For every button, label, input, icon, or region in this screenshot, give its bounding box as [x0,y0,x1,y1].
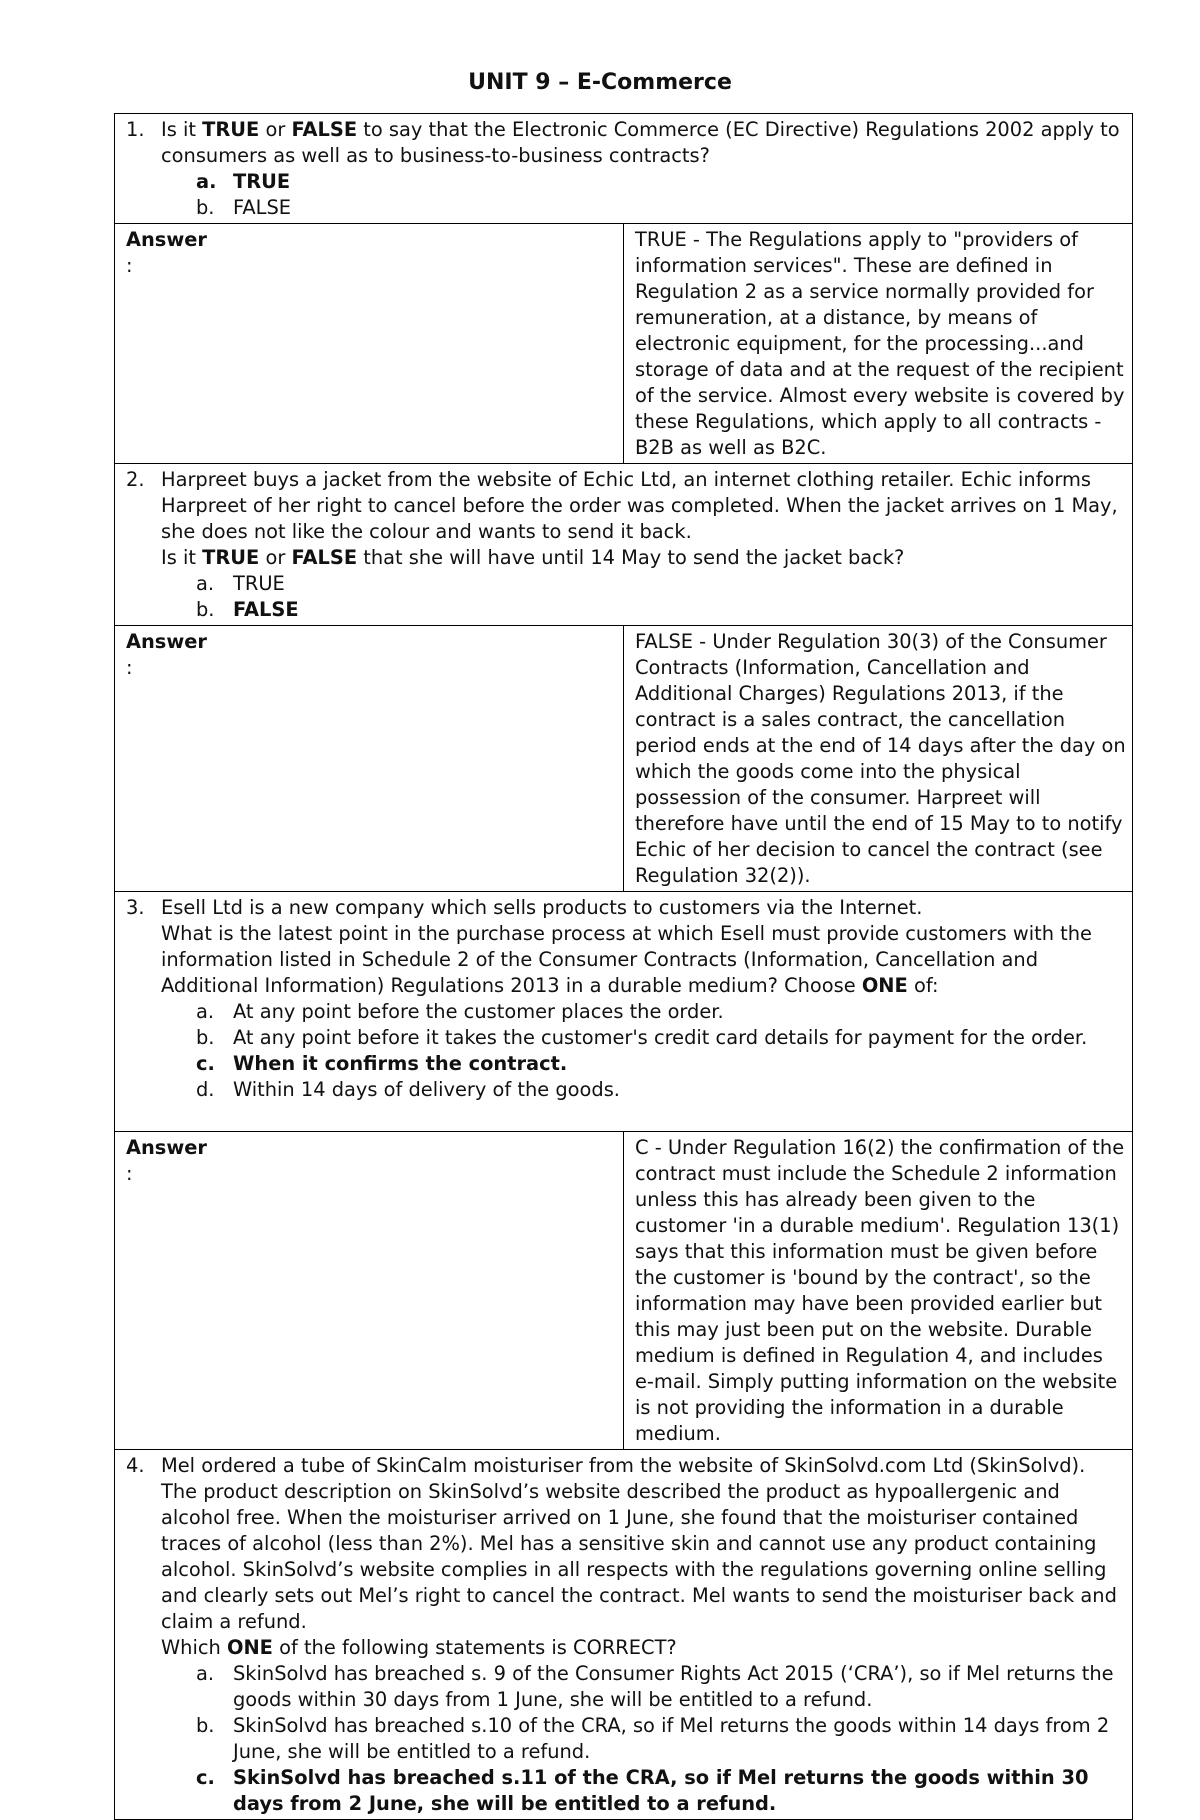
answer-3-row [115,1132,1133,1450]
question-3-cell [115,892,1133,1132]
answer-1-row [115,224,1133,464]
question-3-text: Esell Ltd is a new company which sells products to customers via the Internet. What is the latest point in the purchase process at which Esell must provide customers with the information listed in Schedule 2 of the Consumer Contracts (Information, Cancellation and Additional Information) Regulations 2013 in a durable medium? Choose ONE of: [161,896,1092,997]
answer-1-text: TRUE - The Regulations apply to "providers of information services". These are defined in Regulation 2 as a service normally provided for remuneration, at a distance, by means of electronic equipment, for the processing...and storage of data and at the request of the recipient of the service. Almost every website is covered by these Regulations, which apply to all contracts - B2B as well as B2C. [624,224,1133,464]
question-4-cell [115,1450,1133,1820]
question-2-row [115,464,1133,626]
option-b: b. FALSE [196,196,292,219]
question-number: 2. [126,468,145,491]
option-b: b. At any point before it takes the customer's credit card details for payment for the order. [196,1026,1088,1049]
option-c: c. When it confirms the contract. [196,1052,568,1075]
option-a: a. TRUE [196,572,285,595]
question-number: 4. [126,1454,145,1477]
question-2-text: Harpreet buys a jacket from the website of Echic Ltd, an internet clothing retailer. Echic informs Harpreet of her right to cancel before the order was completed. When the jacket arrives on 1 May, she does not like the colour and wants to send it back. Is it TRUE or FALSE that she will have until 14 May to send the jacket back? [161,468,1118,569]
answer-2-text: FALSE - Under Regulation 30(3) of the Consumer Contracts (Information, Cancellation and Additional Charges) Regulations 2013, if the contract is a sales contract, the cancellation period ends at the end of 14 days after the day on which the goods come into the physical possession of the consumer. Harpreet will therefore have until the end of 15 May to to notify Echic of her decision to cancel the contract (see Regulation 32(2)). [624,626,1133,892]
option-c: c. SkinSolvd has breached s.11 of the CRA, so if Mel returns the goods within 30 days from 2 June, she will be entitled to a refund. [196,1766,1089,1815]
option-a: a. TRUE [196,170,291,193]
questions-table [114,113,1133,1820]
question-4-row [115,1450,1133,1820]
option-d: d. Within 14 days of delivery of the goods. [196,1078,620,1101]
question-1-row [115,114,1133,224]
answer-3-text: C - Under Regulation 16(2) the confirmation of the contract must include the Schedule 2 information unless this has already been given to the customer 'in a durable medium'. Regulation 13(1) says that this information must be given before the customer is 'bound by the contract', so the information may have been provided earlier but this may just been put on the website. Durable medium is defined in Regulation 4, and includes e-mail. Simply putting information on the website is not providing the information in a durable medium. [624,1132,1133,1450]
answer-label: Answer : [115,224,624,464]
answer-2-row [115,626,1133,892]
question-1-text: Is it TRUE or FALSE to say that the Electronic Commerce (EC Directive) Regulations 2002 apply to consumers as well as to business-to-business contracts? [161,118,1120,167]
option-b: b. SkinSolvd has breached s.10 of the CRA, so if Mel returns the goods within 14 days from 2 June, she will be entitled to a refund. [196,1714,1110,1763]
option-a: a. SkinSolvd has breached s. 9 of the Consumer Rights Act 2015 (‘CRA’), so if Mel returns the goods within 30 days from 1 June, she will be entitled to a refund. [196,1662,1114,1711]
question-2-cell [115,464,1133,626]
question-4-text: Mel ordered a tube of SkinCalm moisturiser from the website of SkinSolvd.com Ltd (SkinSolvd). The product description on SkinSolvd’s website described the product as hypoallergenic and alcohol free. When the moisturiser arrived on 1 June, she found that the moisturiser contained traces of alcohol (less than 2%). Mel has a sensitive skin and cannot use any product containing alcohol. SkinSolvd’s website complies in all respects with the regulations governing online selling and clearly sets out Mel’s right to cancel the contract. Mel wants to send the moisturiser back and claim a refund. Which ONE of the following statements is CORRECT? [161,1454,1117,1659]
question-number: 1. [126,118,145,141]
answer-label: Answer : [115,626,624,892]
page-title: UNIT 9 – E-Commerce [468,70,732,95]
question-number: 3. [126,896,145,919]
question-1-cell [115,114,1133,224]
answer-label: Answer : [115,1132,624,1450]
option-a: a. At any point before the customer places the order. [196,1000,724,1023]
question-3-row [115,892,1133,1132]
option-b: b. FALSE [196,598,299,621]
